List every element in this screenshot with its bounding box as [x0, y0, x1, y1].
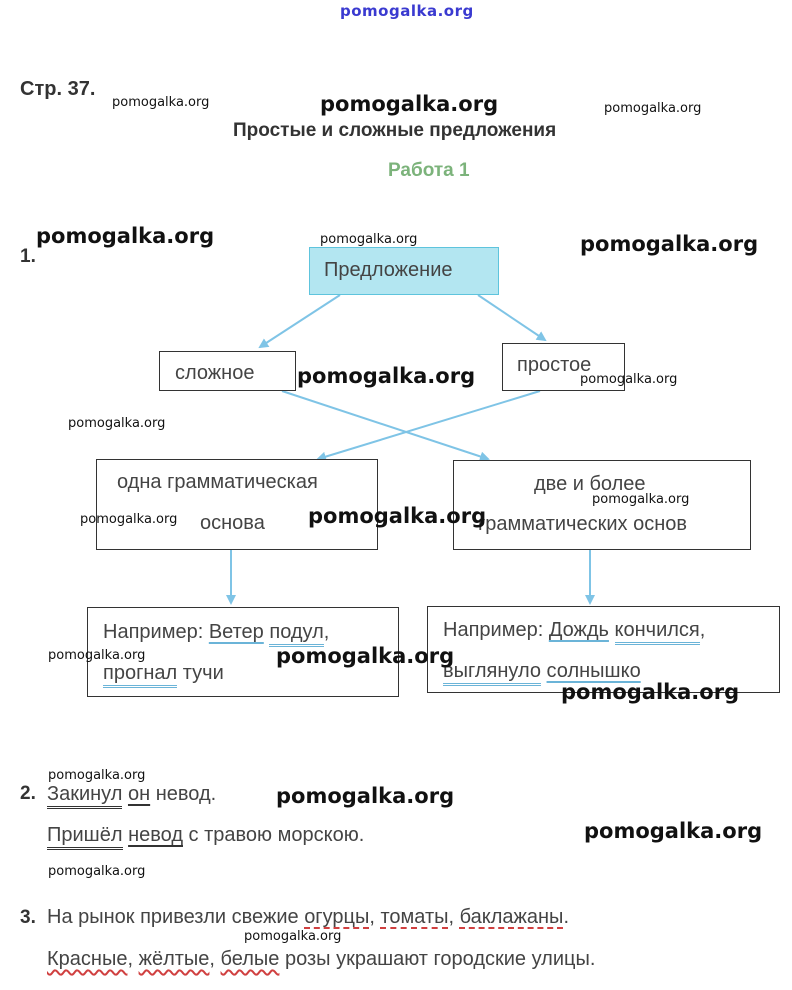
subject-word: Ветер: [208, 621, 264, 643]
watermark-top: pomogalka.org: [340, 2, 474, 20]
subject-word: Дождь: [548, 619, 609, 641]
diagram-node-label: простое: [517, 354, 592, 376]
example-line-1: [103, 621, 329, 644]
watermark: pomogalka.org: [297, 364, 476, 388]
page-title: Простые и сложные предложения: [233, 120, 557, 141]
predicate-word: Закинул: [47, 783, 122, 809]
object-word: баклажаны: [459, 906, 564, 928]
watermark: pomogalka.org: [561, 680, 740, 704]
sentence-end: розы украшают городские улицы.: [279, 948, 596, 970]
watermark: pomogalka.org: [604, 101, 702, 116]
comma: ,: [699, 619, 706, 641]
attribute-word: жёлтые: [138, 948, 210, 970]
watermark: pomogalka.org: [48, 864, 146, 879]
watermark: pomogalka.org: [580, 372, 678, 387]
watermark: pomogalka.org: [36, 224, 215, 248]
task-2-line-2: [47, 824, 364, 847]
task-3-line-2: [47, 948, 595, 971]
watermark: pomogalka.org: [48, 768, 146, 783]
watermark: pomogalka.org: [276, 784, 455, 808]
watermark: pomogalka.org: [592, 492, 690, 507]
predicate-word: прогнал: [103, 662, 177, 688]
example-rest: тучи: [177, 662, 224, 684]
diagram-node-label: Предложение: [324, 259, 453, 281]
task-3-number: 3.: [20, 907, 36, 928]
separator: ,: [209, 948, 221, 970]
object-word: огурцы: [304, 906, 370, 928]
diagram-node-label-line1: одна грамматическая: [117, 471, 318, 493]
watermark: pomogalka.org: [68, 416, 166, 431]
watermark: pomogalka.org: [308, 504, 487, 528]
example-prefix: Например:: [103, 621, 209, 643]
task-2-number: 2.: [20, 783, 36, 804]
diagram-node-sentence: [309, 247, 499, 295]
sentence-rest: невод.: [150, 783, 217, 805]
diagram-node-label: сложное: [175, 362, 255, 384]
watermark: pomogalka.org: [584, 819, 763, 843]
comma: ,: [323, 621, 330, 643]
watermark: pomogalka.org: [320, 232, 418, 247]
diagram-node-complex: [159, 351, 296, 391]
watermark: pomogalka.org: [276, 644, 455, 668]
watermark: pomogalka.org: [80, 512, 178, 527]
predicate-word: Пришёл: [47, 824, 123, 850]
example-prefix: Например:: [443, 619, 549, 641]
example-line-1: [443, 619, 705, 642]
predicate-word: подул: [269, 621, 323, 647]
watermark: pomogalka.org: [244, 929, 342, 944]
subject-word: невод: [128, 824, 183, 846]
task-1-number: 1.: [20, 246, 36, 267]
diagram-node-label-line1: две и более: [534, 473, 646, 495]
attribute-word: белые: [220, 948, 280, 970]
section-subtitle: Работа 1: [388, 160, 470, 181]
task-3-line-1: [47, 906, 569, 929]
object-word: томаты: [380, 906, 449, 928]
watermark: pomogalka.org: [320, 92, 499, 116]
page-number: Стр. 37.: [20, 78, 96, 100]
predicate-word: выглянуло: [443, 660, 541, 686]
diagram-node-label-line2: основа: [200, 512, 265, 534]
watermark: pomogalka.org: [48, 648, 146, 663]
predicate-word: кончился: [615, 619, 700, 645]
sentence-end: .: [563, 906, 569, 928]
task-2-line-1: [47, 783, 216, 806]
watermark: pomogalka.org: [112, 95, 210, 110]
separator: ,: [369, 906, 381, 928]
sentence-start: На рынок привезли свежие: [47, 906, 305, 928]
attribute-word: Красные: [47, 948, 128, 970]
separator: ,: [127, 948, 139, 970]
subject-word: солнышко: [546, 660, 641, 682]
watermark: pomogalka.org: [580, 232, 759, 256]
sentence-rest: с травою морскою.: [183, 824, 365, 846]
subject-word: он: [127, 783, 151, 805]
example-line-2: [103, 662, 224, 685]
separator: ,: [448, 906, 460, 928]
diagram-node-label-line2: грамматических основ: [478, 513, 687, 535]
